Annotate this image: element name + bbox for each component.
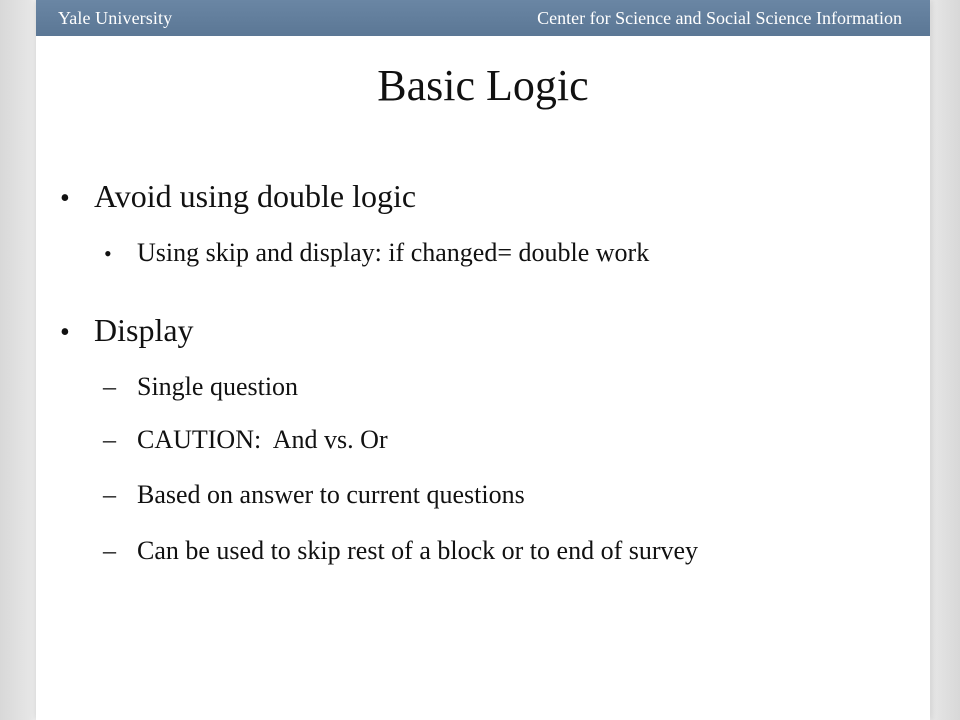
dash-marker: – bbox=[103, 536, 116, 565]
bullet-item-level2 bbox=[104, 238, 649, 268]
dash-item-level2 bbox=[103, 536, 698, 566]
bullet-item-level1 bbox=[60, 178, 416, 215]
dash-text: CAUTION: And vs. Or bbox=[137, 425, 388, 454]
header-center-name: Center for Science and Social Science Information bbox=[537, 8, 902, 28]
bullet-marker: • bbox=[60, 183, 70, 214]
bullet-marker: • bbox=[104, 241, 112, 266]
dash-item-level2 bbox=[103, 372, 298, 402]
dash-text: Single question bbox=[137, 372, 299, 401]
dash-text: Can be used to skip rest of a block or to end of survey bbox=[137, 536, 699, 565]
bullet-text: Avoid using double logic bbox=[94, 178, 417, 214]
dash-item-level2 bbox=[103, 480, 525, 510]
dash-marker: – bbox=[103, 372, 116, 401]
slide-title: Basic Logic bbox=[377, 61, 589, 110]
bullet-item-level1 bbox=[60, 312, 194, 349]
bullet-text: Display bbox=[94, 312, 194, 348]
header-bar bbox=[36, 0, 930, 36]
dash-marker: – bbox=[103, 480, 116, 509]
bullet-text: Using skip and display: if changed= double work bbox=[137, 238, 650, 267]
bullet-marker: • bbox=[60, 317, 70, 348]
header-institution: Yale University bbox=[58, 8, 173, 28]
dash-item-level2 bbox=[103, 425, 388, 455]
dash-text: Based on answer to current questions bbox=[137, 480, 525, 509]
dash-marker: – bbox=[103, 425, 116, 454]
